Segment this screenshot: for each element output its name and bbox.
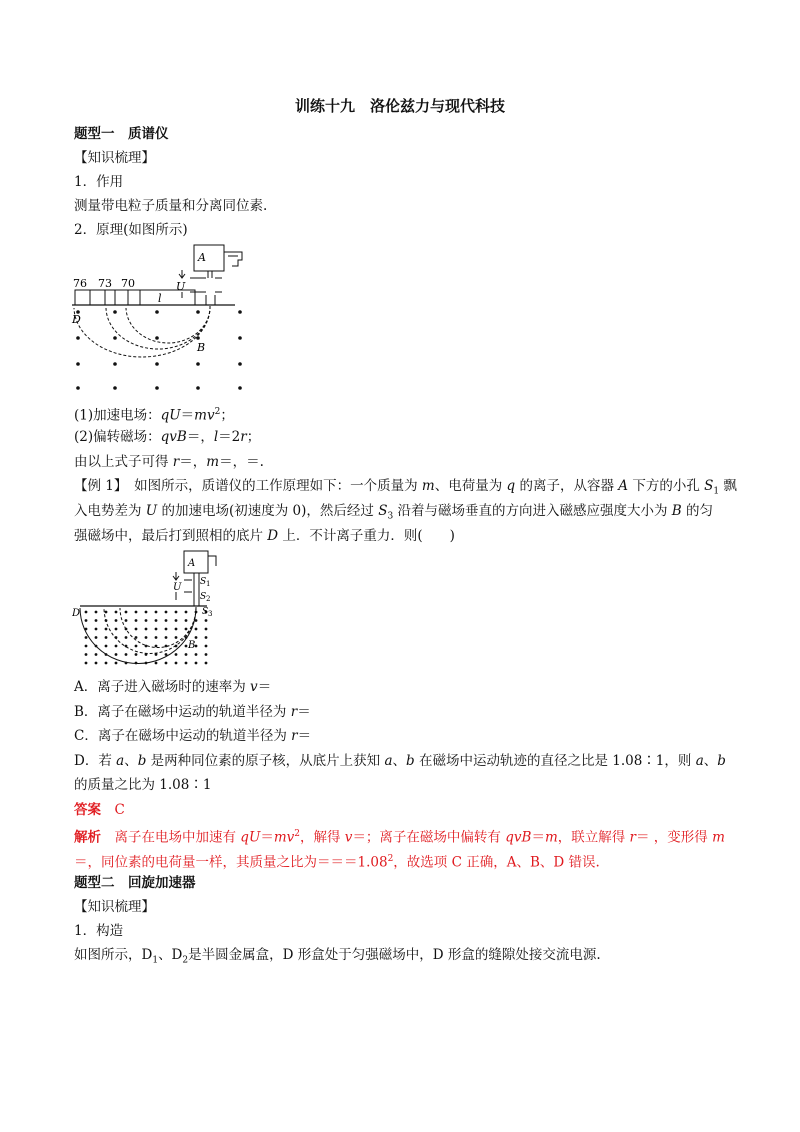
field-dot xyxy=(105,662,108,665)
plate-label-73: 73 xyxy=(98,277,112,290)
item-principle: 2．原理(如图所示) xyxy=(74,222,188,238)
field-dot xyxy=(125,628,128,631)
field-dot xyxy=(165,662,168,665)
example-point-b: B xyxy=(188,640,196,651)
field-dot xyxy=(125,619,128,622)
field-dot xyxy=(85,662,88,665)
mass-spectrometer-diagram xyxy=(70,240,270,400)
field-dot xyxy=(135,636,138,639)
field-dot xyxy=(115,645,118,648)
field-dot xyxy=(155,619,158,622)
length-label-l: l xyxy=(158,292,162,305)
example-container-a: A xyxy=(188,558,196,569)
plate-label-76: 76 xyxy=(73,277,87,290)
field-dot xyxy=(105,653,108,656)
field-dot xyxy=(145,645,148,648)
field-dot xyxy=(195,662,198,665)
field-dot xyxy=(165,653,168,656)
field-dot xyxy=(145,611,148,614)
field-dot xyxy=(115,636,118,639)
example-plate-d: D xyxy=(72,608,81,619)
option-d-line-2: 的质量之比为 1.08∶1 xyxy=(74,777,212,793)
field-dot xyxy=(115,662,118,665)
field-dot xyxy=(105,636,108,639)
field-dot xyxy=(175,636,178,639)
field-dot xyxy=(185,653,188,656)
field-dot xyxy=(135,653,138,656)
example-slit-s2: S xyxy=(200,592,207,602)
field-dot xyxy=(95,611,98,614)
field-dot xyxy=(95,662,98,665)
page-title: 训练十九 洛伦兹力与现代科技 xyxy=(294,97,505,115)
field-dot xyxy=(195,611,198,614)
option-d-line-1: D．若 a、b 是两种同位素的原子核，从底片上获知 a、b 在磁场中运动轨迹的直径之比是 1.08∶1，则 a、b xyxy=(74,753,726,769)
field-dot xyxy=(165,619,168,622)
field-dot xyxy=(165,628,168,631)
field-dot xyxy=(175,619,178,622)
field-dot xyxy=(185,662,188,665)
field-dot xyxy=(85,636,88,639)
field-dot xyxy=(205,619,208,622)
field-dot xyxy=(105,611,108,614)
analysis-line-1: 解析 离子在电场中加速有 $qU=mv^2$，解得 v＝；离子在磁场中偏转有 qvB＝m，联立解得 r＝ ，变形得 m xyxy=(74,829,725,846)
field-dot xyxy=(125,645,128,648)
field-dot xyxy=(115,628,118,631)
field-dot xyxy=(185,645,188,648)
formula-acceleration: (1)加速电场：$qU=mv^2$； xyxy=(74,407,234,424)
field-dot xyxy=(205,636,208,639)
knowledge-tag: 【知识梳理】 xyxy=(74,150,155,166)
field-dot xyxy=(145,653,148,656)
field-dot xyxy=(155,653,158,656)
field-dot xyxy=(95,645,98,648)
field-dot xyxy=(155,611,158,614)
field-dot xyxy=(185,628,188,631)
field-dot xyxy=(155,636,158,639)
field-dot xyxy=(135,611,138,614)
example-slit-s3-sub: 3 xyxy=(208,610,213,618)
field-dot xyxy=(175,611,178,614)
voltage-label-u: U xyxy=(176,280,186,293)
option-a: A．离子进入磁场时的速率为 v＝ xyxy=(74,679,272,695)
formula-result: 由以上式子可得 r＝，m＝，＝. xyxy=(74,454,264,470)
item-function-text: 测量带电粒子质量和分离同位素. xyxy=(74,198,268,214)
field-dot xyxy=(155,645,158,648)
plate-label-d: D xyxy=(72,313,81,326)
field-dot xyxy=(125,662,128,665)
field-dot xyxy=(195,628,198,631)
example-slit-s2-sub: 2 xyxy=(206,595,211,603)
field-dot xyxy=(185,611,188,614)
item-structure: 1．构造 xyxy=(74,923,124,939)
point-label-b: B xyxy=(197,341,206,354)
field-dot xyxy=(175,662,178,665)
field-dot xyxy=(185,636,188,639)
field-dot xyxy=(85,611,88,614)
field-dot xyxy=(135,628,138,631)
field-dot xyxy=(105,628,108,631)
field-dot xyxy=(105,645,108,648)
field-dot xyxy=(195,619,198,622)
field-dot xyxy=(95,628,98,631)
field-dot xyxy=(205,653,208,656)
container-label-a: A xyxy=(198,251,206,264)
field-dot xyxy=(165,645,168,648)
field-dot xyxy=(95,619,98,622)
option-c: C．离子在磁场中运动的轨道半径为 r＝ xyxy=(74,728,312,744)
field-dot xyxy=(85,628,88,631)
field-dot xyxy=(175,653,178,656)
field-dot xyxy=(205,628,208,631)
field-dot xyxy=(85,645,88,648)
example-voltage-u: U xyxy=(173,582,182,593)
field-dot xyxy=(165,636,168,639)
field-dot xyxy=(185,619,188,622)
formula-deflection: (2)偏转磁场：qvB＝，l＝2r； xyxy=(74,429,261,445)
option-b: B．离子在磁场中运动的轨道半径为 r＝ xyxy=(74,704,311,720)
field-dot xyxy=(125,611,128,614)
field-dot xyxy=(125,653,128,656)
analysis-line-2: ＝，同位素的电荷量一样，其质量之比为$===1.08^2$，故选项 C 正确，A、B、D 错误. xyxy=(74,854,600,871)
item-function: 1．作用 xyxy=(74,174,124,190)
example-line-3: 强磁场中，最后打到照相的底片 D 上．不计离子重力．则( ) xyxy=(74,528,455,544)
field-dot xyxy=(115,619,118,622)
field-dot xyxy=(95,636,98,639)
field-dot xyxy=(135,662,138,665)
example-line-1: 【例 1】 如图所示，质谱仪的工作原理如下：一个质量为 m、电荷量为 q 的离子，从容器 A 下方的小孔 $S_1$ 飘 xyxy=(74,478,737,497)
field-dot xyxy=(145,662,148,665)
field-dot xyxy=(195,636,198,639)
knowledge-tag-2: 【知识梳理】 xyxy=(74,899,155,915)
example-slit-s1-sub: 1 xyxy=(206,580,211,588)
example-diagram xyxy=(72,548,222,666)
field-dot xyxy=(145,619,148,622)
field-dot xyxy=(115,653,118,656)
field-dot xyxy=(175,645,178,648)
example-slit-s1: S xyxy=(200,577,207,587)
section-heading-cyclotron: 题型二 回旋加速器 xyxy=(74,875,196,891)
field-dot xyxy=(85,653,88,656)
field-dot xyxy=(135,619,138,622)
field-dot xyxy=(145,636,148,639)
example-line-2: 入电势差为 U 的加速电场(初速度为 0)，然后经过 $S_3$ 沿着与磁场垂直的方向进入磁感应强度大小为 B 的匀 xyxy=(74,503,713,522)
structure-text: 如图所示，$D_1$、$D_2$是半圆金属盒，D 形盒处于匀强磁场中，D 形盒的缝隙处接交流电源. xyxy=(74,947,601,966)
field-dot xyxy=(115,611,118,614)
field-dot xyxy=(145,628,148,631)
field-dot xyxy=(165,611,168,614)
field-dot xyxy=(155,662,158,665)
field-dot xyxy=(125,636,128,639)
section-heading-mass-spectrometer: 题型一 质谱仪 xyxy=(74,126,169,142)
field-dot xyxy=(205,645,208,648)
field-dot xyxy=(205,662,208,665)
field-dot xyxy=(155,628,158,631)
field-dot xyxy=(105,619,108,622)
answer: 答案 C xyxy=(74,802,125,818)
field-dot xyxy=(135,645,138,648)
field-dot xyxy=(195,653,198,656)
field-dot xyxy=(95,653,98,656)
field-dot xyxy=(85,619,88,622)
example-slit-s3: S xyxy=(202,607,209,617)
field-dot xyxy=(175,628,178,631)
plate-label-70: 70 xyxy=(121,277,135,290)
